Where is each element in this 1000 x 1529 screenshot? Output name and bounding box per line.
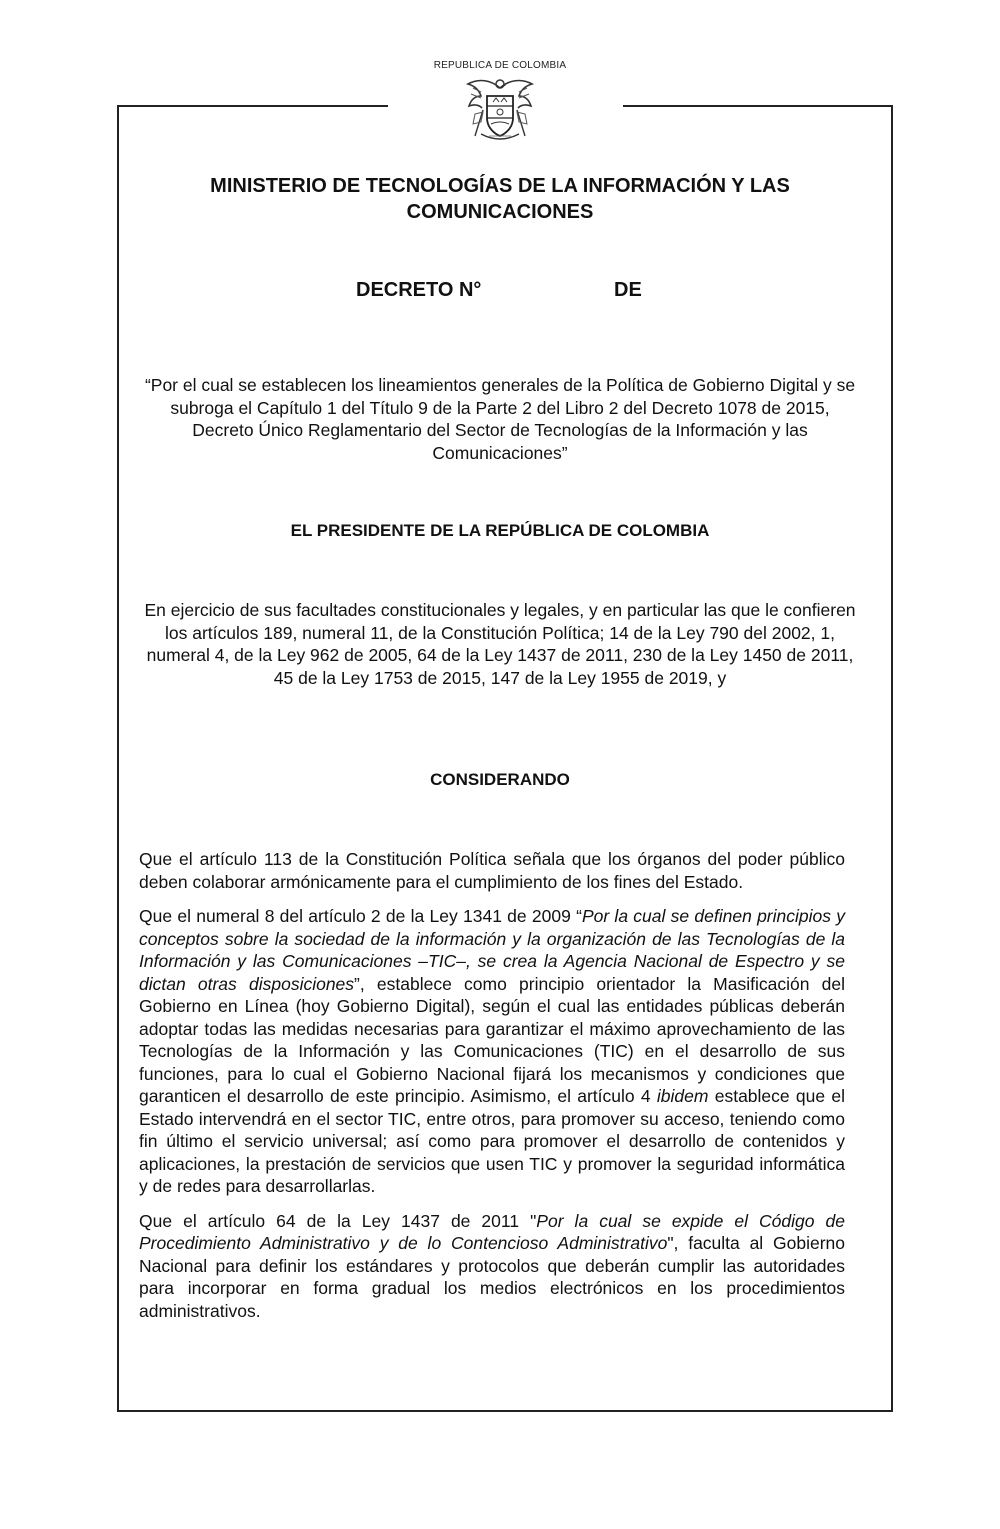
legal-powers-paragraph: En ejercicio de sus facultades constitucionales y legales, y en particular las que le confieren los artículos 189, numeral 11, de la Constitución Política; 14 de la Ley 790 del 2002, 1, numeral 4, de la Ley 962 de 2005, 64 de la Ley 1437 de 2011, 230 de la Ley 1450 de 2011, 45 de la Ley 1753 de 2015, 147 de la Ley 1955 de 2019, y (144, 600, 856, 688)
para3-end: ", faculta al Gobierno Nacional para definir los estándares y protocolos que deberán cumplir las autoridades para incorporar en forma gradual los medios electrónicos en los procedimientos administrativos. (139, 1233, 845, 1321)
decree-subject: “Por el cual se establecen los lineamientos generales de la Política de Gobierno Digital y se subroga el Capítulo 1 del Título 9 de la Parte 2 del Libro 2 del Decreto 1078 de 2015, Decreto Único Reglamentario del Sector de Tecnologías de la Información y las Comunicaciones” (144, 375, 856, 463)
para2-end: establece que el Estado intervendrá en el sector TIC, entre otros, para promover su acceso, teniendo como fin último el servicio universal; así como para promover el desarrollo de contenidos y aplicaciones, la prestación de servicios que usen TIC y promover la seguridad informática y de redes para desarrollarlas. (139, 1086, 845, 1196)
consideration-paragraph-1: Que el artículo 113 de la Constitución Política señala que los órganos del poder público deben colaborar armónicamente para el cumplimiento de los fines del Estado. (139, 849, 845, 892)
decree-date-label: DE (614, 279, 642, 301)
decree-number-label: DECRETO N° (356, 279, 482, 301)
law-1341-title: Por la cual se definen principios y conceptos sobre la sociedad de la información y la organización de las Tecnologías de la Información y las Comunicaciones –TIC–, se crea la Agencia Nacional de Espectro y se dictan otras disposiciones (139, 906, 846, 994)
considerations-body (139, 848, 845, 1334)
ibidem-term: ibidem (656, 1086, 709, 1106)
para2-middle: ”, establece como principio orientador la Masificación del Gobierno en Línea (hoy Gobierno Digital), según el cual las entidades públicas deberán adoptar todas las medidas necesarias para garantizar el máximo aprovechamiento de las Tecnologías de la Información y las Comunicaciones (TIC) en el desarrollo de sus funciones, para lo cual el Gobierno Nacional fijará los mecanismos y condiciones que garanticen el desarrollo de este principio. Asimismo, el artículo 4 (139, 973, 845, 1106)
president-heading: EL PRESIDENTE DE LA REPÚBLICA DE COLOMBIA (290, 521, 710, 540)
para3-intro: Que el artículo 64 de la Ley 1437 de 2011 " (139, 1210, 537, 1231)
country-label: REPUBLICA DE COLOMBIA (433, 60, 567, 71)
consideration-paragraph-2 (139, 905, 845, 1198)
ministry-heading: MINISTERIO DE TECNOLOGÍAS DE LA INFORMACIÓN Y LAS COMUNICACIONES (210, 175, 790, 223)
para2-intro: Que el numeral 8 del artículo 2 de la Ley 1341 de 2009 “ (139, 906, 582, 926)
considerando-heading: CONSIDERANDO (430, 770, 570, 789)
law-1437-title: Por la cual se expide el Código de Procedimiento Administrativo y de lo Contencioso Administrativo (139, 1210, 845, 1253)
consideration-paragraph-3 (139, 1210, 845, 1323)
